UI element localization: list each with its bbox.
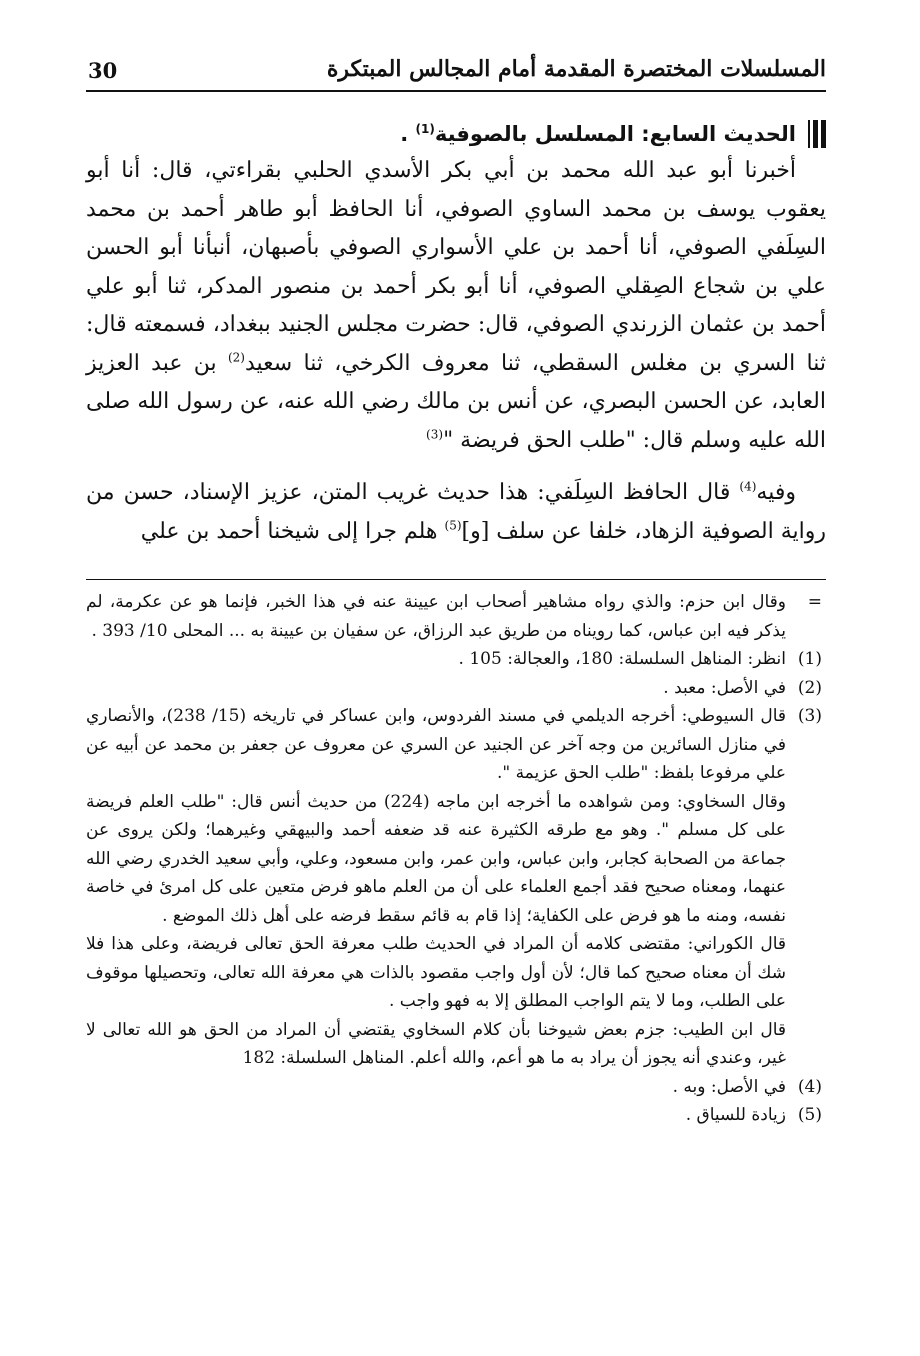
paragraph-comment-part-2: قال الحافظ السِلَفي: هذا حديث غريب المتن، عزيز الإسناد، حسن من رواية الصوفية الزهاد، خلفا عن سلف [و] [86, 480, 826, 544]
footnote-2-mark: (2) [797, 677, 822, 698]
footnote-ref-5: (5) [444, 518, 462, 533]
footnote-ref-2: (2) [227, 350, 245, 365]
book-page [86, 48, 826, 1130]
footnote-3-mark: (3) [797, 706, 822, 726]
footnote-4 [86, 1073, 826, 1102]
footnote-continuation-mark: = [807, 592, 822, 612]
footnote-separator [86, 579, 826, 580]
footnote-ref-1: (1) [415, 122, 435, 136]
footnote-3 [86, 702, 826, 1073]
footnote-1-text: انظر: المناهل السلسلة: 180، والعجالة: 105 . [458, 649, 786, 669]
paragraph-comment-part-1: وفيه [756, 480, 796, 505]
paragraph-isnad [86, 152, 826, 460]
footnote-5-text: زيادة للسياق . [685, 1105, 786, 1125]
heading-bars-ornament [808, 120, 826, 148]
footnote-3-kurani: قال الكوراني: مقتضى كلامه أن المراد في الحديث طلب معرفة الحق تعالى فريضة، وعلى هذا فلا شك أن معناه صحيح كما قال؛ لأن أول واجب مقصود بالذات هي معرفة الله تعالى، وتحصيلها موقوف على الطلب، وما لا يتم الواجب المطلق إلا به فهو واجب . [86, 934, 786, 1011]
footnote-1 [86, 645, 826, 674]
paragraph-isnad-part-2: بن عبد العزيز العابد، عن الحسن البصري، عن أنس بن مالك رضي الله عنه، عن رسول الله صلى الله عليه وسلم قال: "طلب الحق فريضة " [86, 350, 826, 453]
paragraph-comment [86, 474, 826, 551]
footnote-3-ibn-tayyib: قال ابن الطيب: جزم بعض شيوخنا بأن كلام السخاوي يقتضي أن المراد من الحق هو الله تعالى لا غير، وعندي أنه يجوز أن يراد به ما هو أعم، والله أعلم. المناهل السلسلة: 182 [86, 1019, 786, 1068]
running-header [86, 48, 826, 92]
footnote-continuation-text: وقال ابن حزم: والذي رواه مشاهير أصحاب ابن عيينة عنه في هذا الخبر، فإنما هو عن عكرمة، لم يذكر فيه ابن عباس، كما رويناه من طريق عبد الرزاق، عن سفيان بن عيينة به ... المحلى 10/ 393 . [86, 592, 786, 641]
footnote-ref-4: (4) [739, 479, 757, 494]
footnotes [86, 588, 826, 1130]
paragraph-isnad-part-1: أخبرنا أبو عبد الله محمد بن أبي بكر الأسدي الحلبي بقراءتي، قال: أنا أبو يعقوب يوسف بن محمد الساوي الصوفي، أنا الحافظ أبو طاهر أحمد بن محمد السِلَفي الصوفي، أنا أحمد بن علي الأسواري الصوفي بأصبهان، أنبأنا أبو الحسن علي بن شجاع الصِقلي الصوفي، أنا أبو بكر أحمد بن منصور المدكر، ثنا أبو علي أحمد بن عثمان الزرندي الصوفي، قال: حضرت مجلس الجنيد ببغداد، فسمعته قال: ثنا السري بن مغلس السقطي، ثنا معروف الكرخي، ثنا سعيد [86, 158, 826, 376]
footnote-ref-3: (3) [426, 427, 444, 442]
footnote-4-text: في الأصل: وبه . [672, 1076, 786, 1097]
footnote-5-mark: (5) [797, 1105, 822, 1125]
paragraph-comment-part-3: هلم جرا إلى شيخنا أحمد بن علي [140, 518, 445, 544]
main-text [86, 152, 826, 551]
page-number: 30 [88, 58, 118, 83]
footnote-3-sakhawi: وقال السخاوي: ومن شواهده ما أخرجه ابن ماجه (224) من حديث أنس قال: "طلب العلم فريضة على كل مسلم ". وهو مع طرقه الكثيرة عنه قد ضعفه أحمد والبيهقي وغيرهما؛ ولكن يروى عن جماعة من الصحابة كجابر، وابن عباس، وابن عمر، وابن مسعود، وعلي، وأبي سعيد الخدري رضي الله عنهما، ومعناه صحيح فقد أجمع العلماء على أن من العلم ماهو فرض متعين على كل امرئ في خاصة نفسه، ومنه ما هو فرض على الكفاية؛ إذا قام به قائم سقط فرضه على أهل ذلك الموضع . [86, 791, 787, 926]
section-title-end: . [400, 122, 416, 146]
footnote-3-suyuti: قال السيوطي: أخرجه الديلمي في مسند الفردوس، وابن عساكر في تاريخه (15/ 238)، والأنصاري في منازل السائرين من وجه آخر عن الجنيد عن السري عن معروف عن جعفر بن محمد عن أبيه عن علي مرفوعا بلفظ: "طلب الحق عزيمة ". [86, 706, 786, 783]
running-title: المسلسلات المختصرة المقدمة أمام المجالس المبتكرة [326, 56, 826, 82]
section-title [400, 122, 796, 146]
footnote-5 [86, 1101, 826, 1130]
footnote-1-mark: (1) [797, 649, 822, 669]
footnote-2 [86, 674, 826, 703]
footnote-2-text: في الأصل: معبد . [663, 677, 786, 698]
footnote-4-mark: (4) [797, 1076, 822, 1097]
section-heading [86, 116, 826, 152]
section-title-text: الحديث السابع: المسلسل بالصوفية [434, 122, 796, 146]
footnote-continuation [86, 588, 826, 645]
